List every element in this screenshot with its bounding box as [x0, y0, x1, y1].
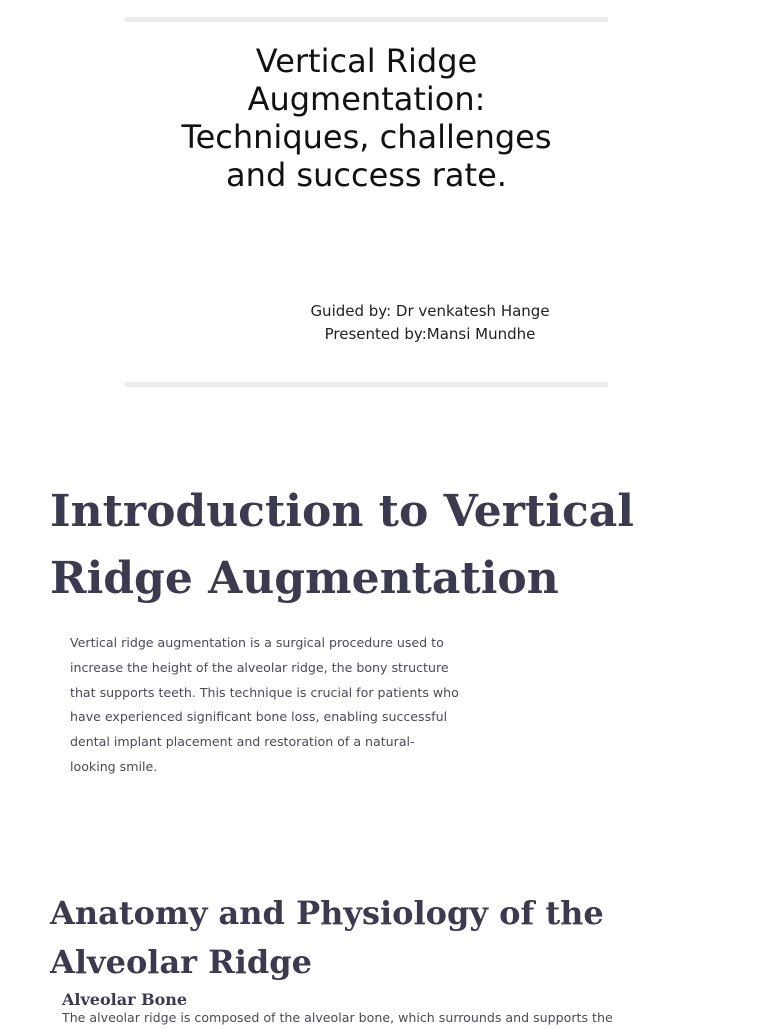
anatomy-paragraph: The alveolar ridge is composed of the alveolar bone, which surrounds and supports the: [62, 1010, 613, 1025]
slide-title-line: and success rate.: [226, 156, 507, 194]
anatomy-heading: Anatomy and Physiology of the Alveolar Ridge: [50, 894, 604, 981]
slide-title: [125, 42, 608, 194]
slide-title-line: Vertical Ridge: [255, 42, 478, 80]
intro-heading: Introduction to Vertical Ridge Augmentation: [50, 486, 634, 604]
alveolar-bone-subheading: Alveolar Bone: [62, 990, 188, 1009]
slide-credits: [280, 300, 580, 346]
title-slide-image: [125, 17, 608, 387]
presented-by-text: Presented by:Mansi Mundhe: [324, 325, 536, 343]
intro-paragraph: Vertical ridge augmentation is a surgical procedure used to increase the height of the alveolar ridge, the bony structure that supports teeth. This technique is crucial for patients who have experienced significant bone loss, enabling successful dental implant placement and restoration of a natural-looking smile.: [70, 635, 459, 774]
slide-title-line: Techniques, challenges: [181, 118, 552, 156]
guided-by-text: Guided by: Dr venkatesh Hange: [310, 302, 550, 320]
slide-title-line: Augmentation:: [247, 80, 486, 118]
